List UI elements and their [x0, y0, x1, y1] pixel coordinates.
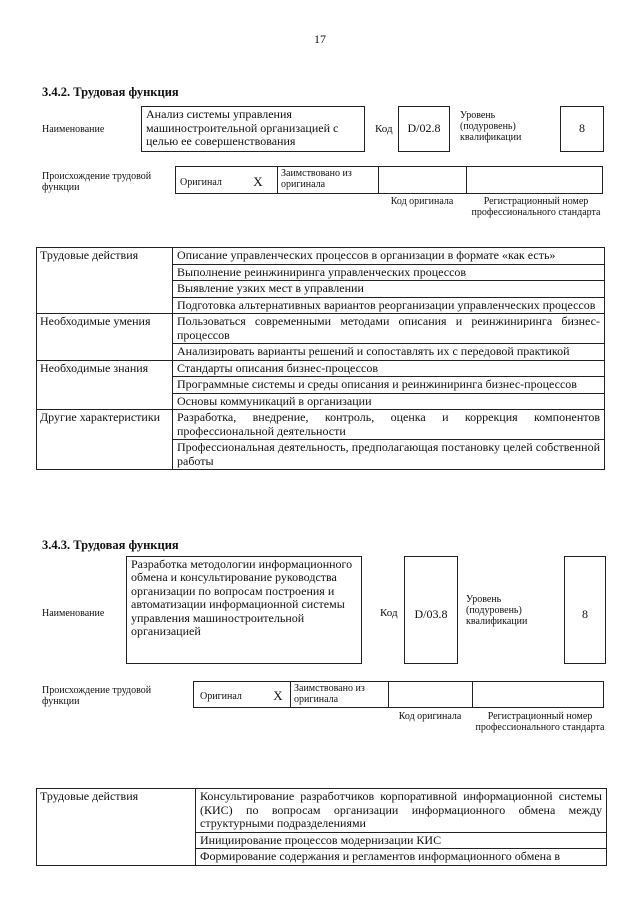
row-item: Подготовка альтернативных вариантов реорганизации управленческих процессов: [173, 297, 605, 314]
code-value: D/02.8: [407, 121, 441, 135]
level-value: 8: [579, 121, 585, 135]
row-item: Разработка, внедрение, контроль, оценка и коррекция компонентов профессиональной деятельности: [173, 410, 605, 440]
row-item: Анализировать варианты решений и сопоставлять их с передовой практикой: [173, 344, 605, 361]
row-item: Профессиональная деятельность, предполагающая постановку целей собственной работы: [173, 440, 605, 470]
table-row: [37, 410, 605, 440]
code-box: [398, 106, 450, 152]
borrowed-label: Заимствовано из оригинала: [294, 683, 365, 705]
requirements-table: [36, 788, 607, 866]
original-mark: X: [273, 688, 283, 703]
row-item: Консультирование разработчиков корпоративной информационной системы (КИС) по вопросам организации информационного обмена между структурными подразделениями: [196, 789, 607, 833]
code-label: Код: [375, 123, 393, 135]
function-name-box: [126, 556, 362, 664]
reg-number-label: Регистрационный номер профессионального стандарта: [471, 196, 601, 218]
function-name-value: Анализ системы управления машиностроительной организацией с целью ее совершенствования: [146, 107, 339, 148]
table-row: [37, 314, 605, 344]
level-label: Уровень (подуровень) квалификации: [460, 110, 522, 143]
level-label: Уровень (подуровень) квалификации: [466, 594, 528, 627]
level-value: 8: [582, 607, 588, 621]
code-original-label: Код оригинала: [398, 711, 462, 722]
row-label: Другие характеристики: [37, 410, 173, 470]
origin-label: Происхождение трудовой функции: [42, 685, 152, 707]
table-row: [37, 360, 605, 377]
original-label: Оригинал: [180, 177, 222, 188]
origin-table: [193, 681, 604, 708]
row-item: Описание управленческих процессов в организации в формате «как есть»: [173, 248, 605, 265]
function-name-value: Разработка методологии информационного обмена и консультирование руководства организации по вопросам построения и автоматизации информационной системы управления машиностроительной организацией: [131, 557, 353, 639]
code-original-label: Код оригинала: [390, 196, 454, 207]
row-label: Трудовые действия: [37, 248, 173, 314]
origin-table: [175, 166, 603, 194]
original-label: Оригинал: [200, 691, 242, 702]
section-heading: 3.4.2. Трудовая функция: [42, 85, 179, 99]
row-item: Формирование содержания и регламентов информационного обмена в: [196, 849, 607, 866]
page-number: 17: [314, 32, 326, 46]
code-value: D/03.8: [414, 607, 448, 621]
row-label: Необходимые умения: [37, 314, 173, 361]
row-item: Инициирование процессов модернизации КИС: [196, 832, 607, 849]
code-box: [404, 556, 458, 664]
code-label: Код: [380, 607, 398, 619]
row-item: Стандарты описания бизнес-процессов: [173, 360, 605, 377]
function-name-box: [141, 106, 365, 152]
original-mark: X: [253, 174, 263, 189]
level-box: [564, 556, 606, 664]
name-label: Наименование: [42, 608, 105, 619]
borrowed-label: Заимствовано из оригинала: [281, 168, 352, 190]
level-box: [560, 106, 604, 152]
row-label: Трудовые действия: [37, 789, 196, 866]
reg-number-label: Регистрационный номер профессионального стандарта: [475, 711, 605, 733]
row-label: Необходимые знания: [37, 360, 173, 410]
row-item: Выполнение реинжиниринга управленческих процессов: [173, 264, 605, 281]
name-label: Наименование: [42, 124, 105, 135]
row-item: Основы коммуникаций в организации: [173, 393, 605, 410]
section-heading: 3.4.3. Трудовая функция: [42, 538, 179, 552]
origin-label: Происхождение трудовой функции: [42, 171, 152, 193]
row-item: Выявление узких мест в управлении: [173, 281, 605, 298]
row-item: Пользоваться современными методами описания и реинжиниринга бизнес-процессов: [173, 314, 605, 344]
row-item: Программные системы и среды описания и реинжиниринга бизнес-процессов: [173, 377, 605, 394]
table-row: [37, 248, 605, 265]
requirements-table: [36, 247, 605, 470]
table-row: [37, 789, 607, 833]
